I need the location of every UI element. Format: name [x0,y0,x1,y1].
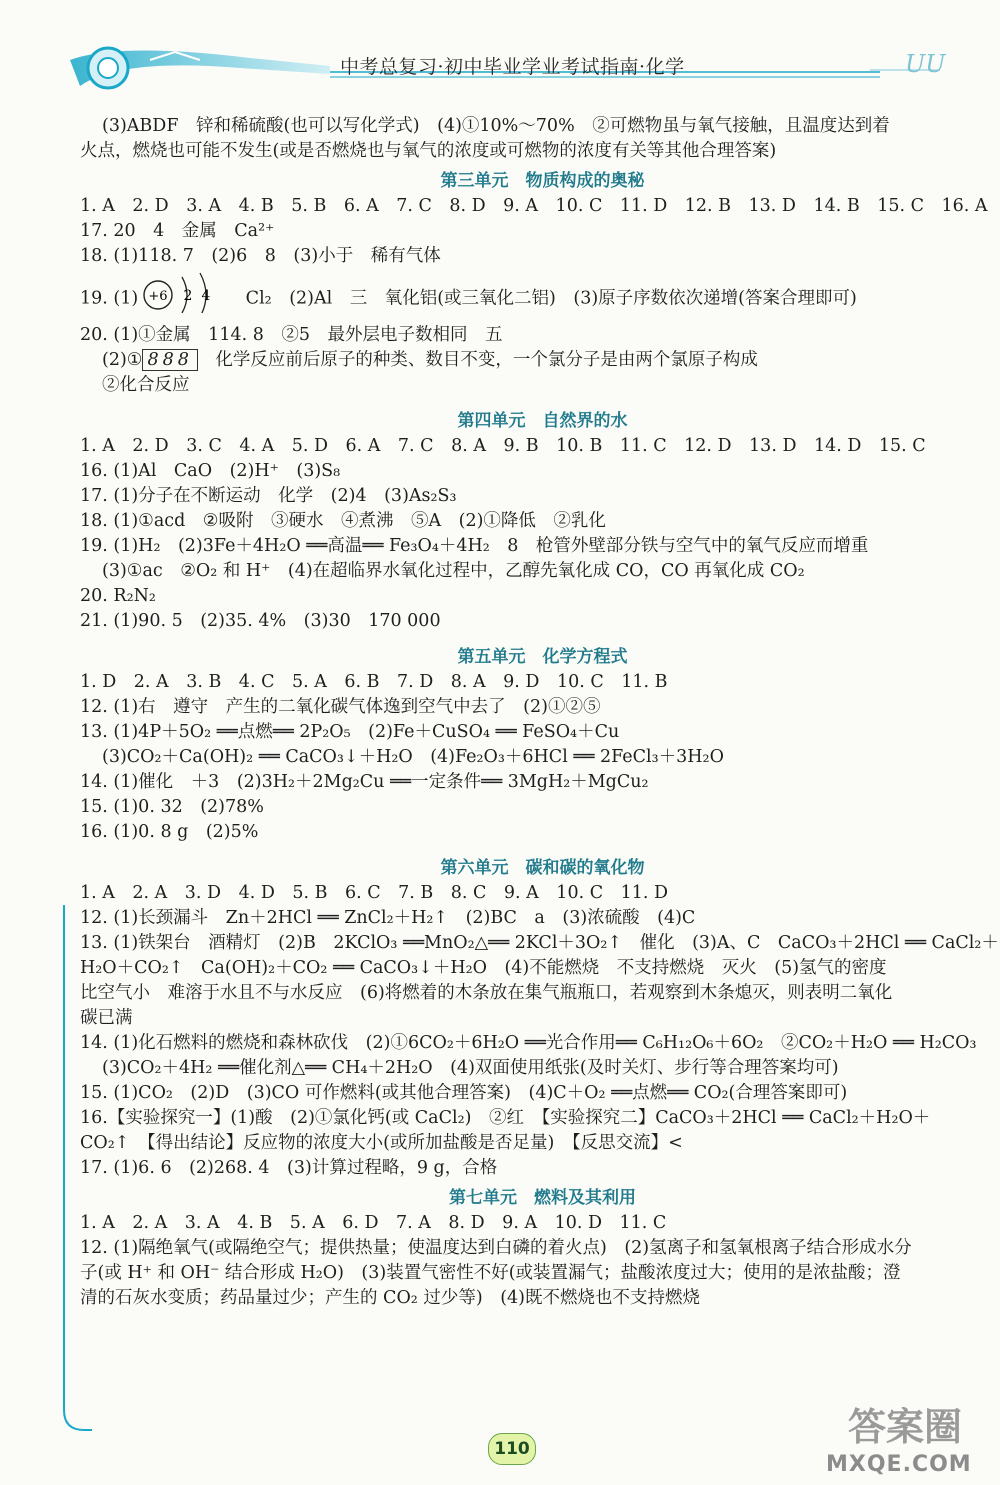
page-header [0,0,1000,100]
header-deco-letters: UU [905,50,946,78]
answer-line: 18. (1)118. 7 (2)6 8 (3)小于 稀有气体 [80,246,441,266]
section-title: 第六单元 碳和碳的氧化物 [440,858,645,878]
answer-line: 14. (1)化石燃料的燃烧和森林砍伐 (2)①6CO₂＋6H₂O ══光合作用══ C₆H₁₂O₆＋6O₂ ②CO₂＋H₂O ══ H₂CO₃ [80,1033,977,1053]
answer-line: ②化合反应 [102,375,190,395]
answer-line: 13. (1)铁架台 酒精灯 (2)B 2KClO₃ ══MnO₂△══ 2KCl＋3O₂↑ 催化 (3)A、C CaCO₃＋2HCl ══ CaCl₂＋ [80,933,999,953]
answer-line: 16. (1)Al CaO (2)H⁺ (3)S₈ [80,461,341,481]
answer-line: (3)ABDF 锌和稀硫酸(也可以写化学式) (4)①10%～70% ②可燃物虽与氧气接触，且温度达到着 [102,116,890,136]
answer-line [80,279,965,319]
shell1-electrons: 2 [183,288,193,304]
answer-line: 12. (1)隔绝氧气(或隔绝空气；提供热量；使温度达到白磷的着火点) (2)氢离子和氢氧根离子结合形成水分 [80,1238,912,1258]
answer-line: 火点，燃烧也可能不发生(或是否燃烧也与氧气的浓度或可燃物的浓度有关等其他合理答案) [80,141,777,161]
answer-line: CO₂↑ 【得出结论】反应物的浓度大小(或所加盐酸是否足量) 【反思交流】< [80,1133,683,1153]
answer-line: 碳已满 [80,1008,133,1028]
answer-line: 1. A 2. D 3. A 4. B 5. B 6. A 7. C 8. D 9. A 10. C 11. D 12. B 13. D 14. B 15. C 16. A [80,196,988,216]
answer-line: 1. D 2. A 3. B 4. C 5. A 6. B 7. D 8. A 9. D 10. C 11. B [80,672,668,692]
answer-line: 17. 20 4 金属 Ca²⁺ [80,221,275,241]
answer-line: H₂O＋CO₂↑ Ca(OH)₂＋CO₂ ══ CaCO₃↓＋H₂O (4)不能燃烧 不支持燃烧 灭火 (5)氢气的密度 [80,958,887,978]
answer-line: 1. A 2. A 3. D 4. D 5. B 6. C 7. B 8. C 9. A 10. C 11. D [80,883,669,903]
section-title: 第三单元 物质构成的奥秘 [440,171,645,191]
answer-line: 1. A 2. A 3. A 4. B 5. A 6. D 7. A 8. D 9. A 10. D 11. C [80,1213,667,1233]
watermark-logo: 答案圈 [848,1405,963,1449]
answer-line: 17. (1)分子在不断运动 化学 (2)4 (3)As₂S₃ [80,486,457,506]
section-title: 第四单元 自然界的水 [457,411,628,431]
answer-line: 16.【实验探究一】(1)酸 (2)①氯化钙(或 CaCl₂) ②红 【实验探究二】CaCO₃＋2HCl ══ CaCl₂＋H₂O＋ [80,1108,931,1128]
answer-line: 13. (1)4P＋5O₂ ══点燃══ 2P₂O₅ (2)Fe＋CuSO₄ ══ FeSO₄＋Cu [80,722,620,742]
answer-line: 17. (1)6. 6 (2)268. 4 (3)计算过程略，9 g，合格 [80,1158,498,1178]
page-number: 110 [488,1433,536,1465]
section-title: 第五单元 化学方程式 [457,647,628,667]
answer-content [80,114,999,1311]
shell2-electrons: 4 [201,288,211,304]
answer-line: 18. (1)①acd ②吸附 ③硬水 ④煮沸 ⑤A (2)①降低 ②乳化 [80,511,606,531]
answer-text: Cl₂ (2)Al 三 氧化铝(或三氧化二铝) (3)原子序数依次递增(答案合理即可) [228,288,857,309]
answer-line: 1. A 2. D 3. C 4. A 5. D 6. A 7. C 8. A 9. B 10. B 11. C 12. D 13. D 14. D 15. C [80,436,926,456]
answer-line: 16. (1)0. 8 g (2)5% [80,822,259,842]
header-title: 中考总复习·初中毕业学业考试指南·化学 [340,56,685,78]
answer-line [80,348,965,373]
watermark-site: MXQE.COM [826,1452,972,1477]
answer-line: 20. R₂N₂ [80,586,156,606]
answer-text: 19. (1) [80,288,139,309]
answer-line: 子(或 H⁺ 和 OH⁻ 结合形成 H₂O) (3)装置气密性不好(或装置漏气；盐酸浓度过大；使用的是浓盐酸；澄 [80,1263,901,1283]
answer-line: 12. (1)长颈漏斗 Zn＋2HCl ══ ZnCl₂＋H₂↑ (2)BC a (3)浓硫酸 (4)C [80,908,696,928]
answer-line: 20. (1)①金属 114. 8 ②5 最外层电子数相同 五 [80,325,503,345]
nucleus-charge: +6 [148,289,168,304]
molecule-model-box: 888 [142,349,197,371]
answer-line: 15. (1)0. 32 (2)78% [80,797,264,817]
section-title: 第七单元 燃料及其利用 [449,1188,636,1208]
answer-text: (2)① [102,350,143,370]
answer-line: 比空气小 难溶于水且不与水反应 (6)将燃着的木条放在集气瓶瓶口，若观察到木条熄灭，则表明二氧化 [80,983,893,1003]
answer-line: 19. (1)H₂ (2)3Fe＋4H₂O ══高温══ Fe₃O₄＋4H₂ 8 枪管外壁部分铁与空气中的氧气反应而增重 [80,536,869,556]
atom-structure-diagram [138,279,228,319]
answer-line: (3)CO₂＋Ca(OH)₂ ══ CaCO₃↓＋H₂O (4)Fe₂O₃＋6HCl ══ 2FeCl₃＋3H₂O [102,747,724,767]
answer-line: 清的石灰水变质；药品量过少；产生的 CO₂ 过少等) (4)既不燃烧也不支持燃烧 [80,1288,700,1308]
answer-line: 12. (1)右 遵守 产生的二氧化碳气体逸到空气中去了 (2)①②⑤ [80,697,601,717]
answer-line: 14. (1)催化 ＋3 (2)3H₂＋2Mg₂Cu ══一定条件══ 3MgH₂＋MgCu₂ [80,772,649,792]
answer-line: (3)①ac ②O₂ 和 H⁺ (4)在超临界水氧化过程中，乙醇先氧化成 CO，CO 再氧化成 CO₂ [102,561,805,581]
answer-line: (3)CO₂＋4H₂ ══催化剂△══ CH₄＋2H₂O (4)双面使用纸张(及时关灯、步行等合理答案均可) [102,1058,839,1078]
header-banner-graphic [0,0,1000,100]
answer-line: 21. (1)90. 5 (2)35. 4% (3)30 170 000 [80,611,441,631]
answer-line: 15. (1)CO₂ (2)D (3)CO 可作燃料(或其他合理答案) (4)C＋O₂ ══点燃══ CO₂(合理答案即可) [80,1083,848,1103]
answer-text: 化学反应前后原子的种类、数目不变，一个氯分子是由两个氯原子构成 [197,350,758,370]
